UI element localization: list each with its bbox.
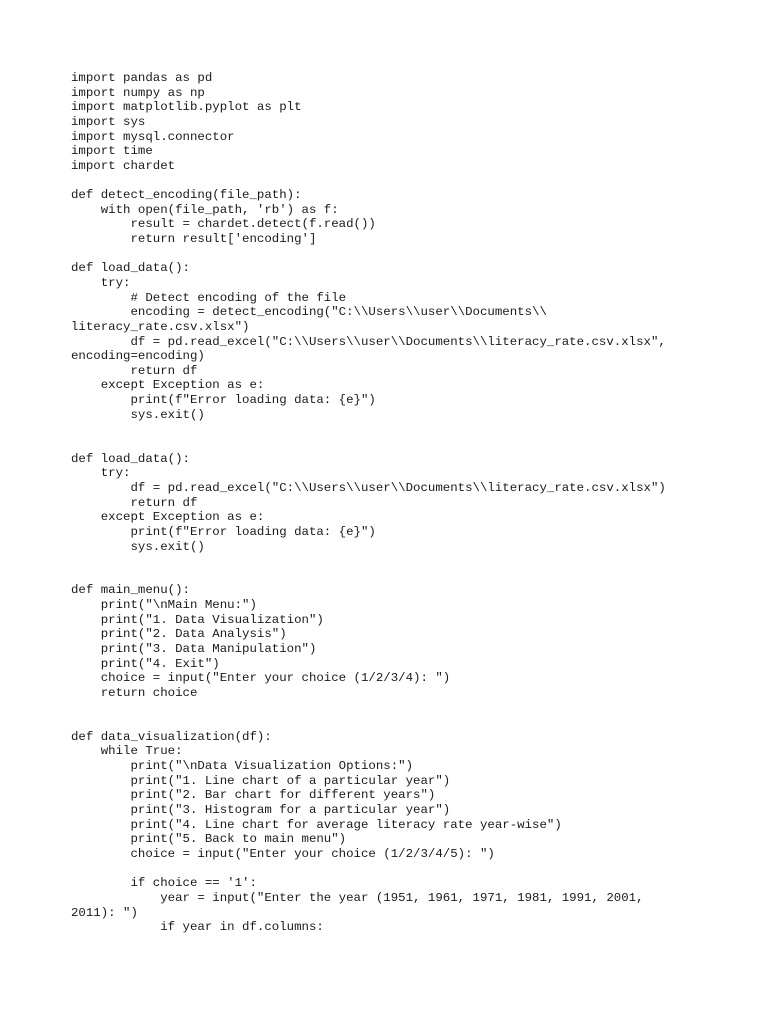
code-line: import sys <box>71 114 146 129</box>
code-line: print("\nMain Menu:") <box>71 598 257 613</box>
code-line <box>71 422 731 437</box>
code-line: df = pd.read_excel("C:\\Users\\user\\Documents\\literacy_rate.csv.xlsx", <box>71 334 666 349</box>
code-line <box>71 701 731 716</box>
code-line <box>71 862 731 877</box>
code-line: try: <box>71 466 131 481</box>
code-line: def detect_encoding(file_path): <box>71 188 302 203</box>
code-line: 2011): ") <box>71 905 138 920</box>
code-line: print("3. Data Manipulation") <box>71 641 317 656</box>
code-line: print("4. Exit") <box>71 656 220 671</box>
code-line: sys.exit() <box>71 407 205 422</box>
code-line: return df <box>71 363 198 378</box>
code-line: print("2. Bar chart for different years") <box>71 788 436 803</box>
code-line: df = pd.read_excel("C:\\Users\\user\\Documents\\literacy_rate.csv.xlsx") <box>71 480 666 495</box>
code-line: import numpy as np <box>71 85 205 100</box>
code-line <box>71 173 731 188</box>
code-line: encoding=encoding) <box>71 349 205 364</box>
code-line: print("1. Line chart of a particular year") <box>71 773 451 788</box>
code-line: encoding = detect_encoding("C:\\Users\\user\\Documents\\ <box>71 305 547 320</box>
code-line: if choice == '1': <box>71 876 257 891</box>
code-line: def load_data(): <box>71 261 190 276</box>
code-line: if year in df.columns: <box>71 920 324 935</box>
code-line: print("3. Histogram for a particular year") <box>71 803 451 818</box>
code-line: print("4. Line chart for average literacy rate year-wise") <box>71 817 562 832</box>
code-line: def main_menu(): <box>71 583 190 598</box>
code-line: import chardet <box>71 158 176 173</box>
code-line: except Exception as e: <box>71 378 265 393</box>
code-line <box>71 569 731 584</box>
code-line: print(f"Error loading data: {e}") <box>71 393 376 408</box>
code-line <box>71 715 731 730</box>
code-line: print("1. Data Visualization") <box>71 612 324 627</box>
code-line: choice = input("Enter your choice (1/2/3/4/5): ") <box>71 846 495 861</box>
code-line: with open(file_path, 'rb') as f: <box>71 202 339 217</box>
code-line: print("2. Data Analysis") <box>71 627 287 642</box>
code-line: print("\nData Visualization Options:") <box>71 759 414 774</box>
code-line: import matplotlib.pyplot as plt <box>71 100 302 115</box>
code-line: return result['encoding'] <box>71 232 317 247</box>
code-line: # Detect encoding of the file <box>71 290 347 305</box>
code-line: result = chardet.detect(f.read()) <box>71 217 376 232</box>
code-line: import mysql.connector <box>71 129 235 144</box>
code-line <box>71 437 731 452</box>
code-line: year = input("Enter the year (1951, 1961, 1971, 1981, 1991, 2001, <box>71 890 644 905</box>
code-line: import time <box>71 144 153 159</box>
code-line: return choice <box>71 685 198 700</box>
code-line: print("5. Back to main menu") <box>71 832 347 847</box>
code-line: choice = input("Enter your choice (1/2/3/4): ") <box>71 671 451 686</box>
code-line: try: <box>71 275 131 290</box>
code-listing <box>71 71 731 935</box>
code-line: import pandas as pd <box>71 71 213 85</box>
code-line <box>71 554 731 569</box>
code-line: return df <box>71 495 198 510</box>
code-line: except Exception as e: <box>71 510 265 525</box>
code-line: def data_visualization(df): <box>71 729 272 744</box>
code-line: print(f"Error loading data: {e}") <box>71 524 376 539</box>
code-line: def load_data(): <box>71 451 190 466</box>
code-line: literacy_rate.csv.xlsx") <box>71 319 250 334</box>
code-line <box>71 247 731 262</box>
code-line: sys.exit() <box>71 539 205 554</box>
code-line: while True: <box>71 744 183 759</box>
